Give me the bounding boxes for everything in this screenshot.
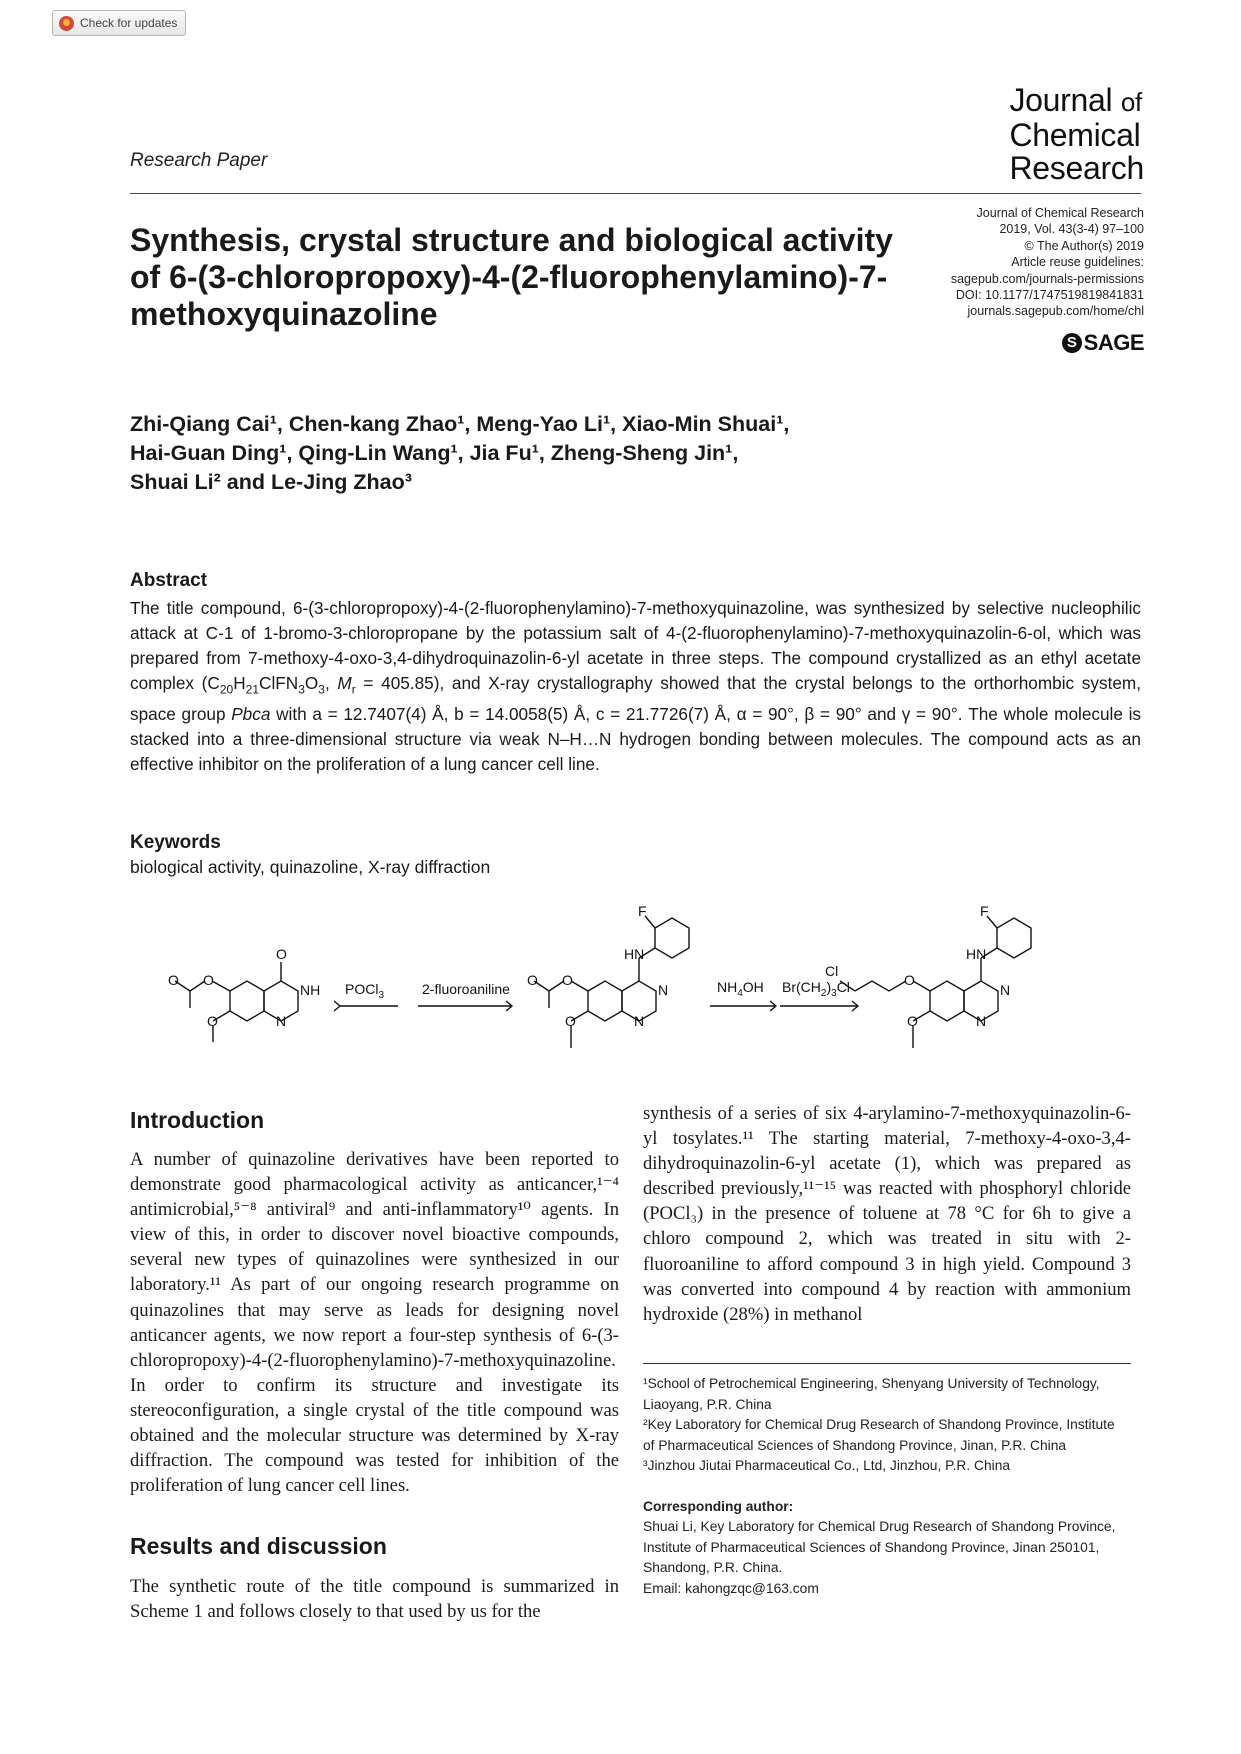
atom-label: O [907, 1013, 918, 1029]
meta-permissions-link[interactable]: sagepub.com/journals-permissions [950, 271, 1144, 286]
atom-label: N [658, 982, 669, 998]
atom-label: N [1000, 982, 1011, 998]
journal-logo [1009, 84, 1144, 185]
formula-h: H [233, 673, 246, 693]
atom-label: O [527, 972, 538, 988]
journal-logo-line3: Research [1009, 150, 1144, 186]
abstract-heading: Abstract [130, 570, 208, 591]
atom-label: O [565, 1013, 576, 1029]
introduction-heading: Introduction [130, 1107, 265, 1133]
keywords-heading: Keywords [130, 832, 221, 853]
formula-o: O [304, 673, 319, 693]
sage-logo-text: SAGE [1083, 330, 1144, 355]
journal-logo-line1: Journal [1009, 82, 1113, 118]
atom-label: N [634, 1013, 645, 1029]
results-heading: Results and discussion [130, 1533, 387, 1559]
results-text: The synthetic route of the title compound is summarized in Scheme 1 and follows closely to that used by us for the [130, 1576, 619, 1623]
article-title: Synthesis, crystal structure and biological activity of 6-(3-chloropropoxy)-4-(2-fluorophenylamino)-7-methoxyquinazoline [130, 222, 893, 332]
formula-h-sub: 21 [245, 682, 260, 697]
reagent-nh4oh: $NH_4OH$ [717, 979, 764, 999]
meta-home-link[interactable]: journals.sagepub.com/home/chl [967, 304, 1144, 319]
atom-label: O [168, 972, 179, 988]
meta-doi[interactable]: DOI: 10.1177/1747519819841831 [955, 288, 1144, 303]
check-for-updates-label: Check for updates [80, 16, 178, 30]
affiliation-3: ³Jinzhou Jiutai Pharmaceutical Co., Ltd, Jinzhou, P.R. China [643, 1458, 1011, 1473]
formula-c-sub: 20 [219, 682, 234, 697]
meta-volume: 2019, Vol. 43(3-4) 97–100 [999, 222, 1144, 237]
space-group: Pbca [231, 704, 271, 725]
abstract-part-3: with a = 12.7407(4) Å, b = 14.0058(5) Å, c = 21.7726(7) Å, α = 90°, β = 90° and γ = 90°. The whole molecule is stacked into a three-dimensional structure via weak N–H…N hydrogen bonding between molecules. The compound acts as an effective inhibitor on the proliferation of a lung cancer cell line. [130, 704, 1142, 775]
atom-label: Cl [825, 963, 839, 979]
atom-label: HN [624, 946, 645, 962]
authors-line-2: Hai-Guan Ding¹, Qing-Lin Wang¹, Jia Fu¹, Zheng-Sheng Jin¹, [130, 441, 739, 465]
atom-label: O [276, 946, 287, 962]
corresponding-author-email[interactable]: Email: kahongzqc@163.com [643, 1580, 819, 1596]
atom-label: N [976, 1013, 987, 1029]
formula-n-sub: 3 [298, 682, 305, 697]
corresponding-author-text: Shuai Li, Key Laboratory for Chemical Drug Research of Shandong Province, Institute of Pharmaceutical Sciences of Shandong Province, Jinan 250101, Shandong, P.R. China. [643, 1519, 1116, 1575]
sage-logo [1062, 330, 1144, 356]
section-label: Research Paper [130, 150, 268, 171]
atom-label: O [562, 972, 573, 988]
journal-logo-line2: Chemical [1009, 117, 1141, 153]
abstract-part-1: The title compound, 6-(3-chloropropoxy)-4-(2-fluorophenylamino)-7-methoxyquinazoline, was synthesized by selective nucleophilic attack at C-1 of 1-bromo-3-chloropropane by the potassium salt of 4-(2-fluorophenylamino)-7-methoxyquinazolin-6-ol, which was prepared from 7-methoxy-4-oxo-3,4-dihydroquinazolin-6-yl acetate in three steps. The compound crystallized as an ethyl acetate complex ( [130, 598, 1141, 693]
reagent-bromochloropropane: $Br(CH_2)_3Cl$ [782, 979, 850, 999]
right-column-text: synthesis of a series of six 4-arylamino-7-methoxyquinazolin-6-yl tosylates.¹¹ The starting material, 7-methoxy-4-oxo-3,4-dihydroquinazolin-6-yl acetate (1), which was prepared as described previously,¹¹⁻¹⁵ was reacted with phosphoryl chloride (POCl₃) in the presence of toluene at 78 °C for 6h to give a chloro compound 2, which was treated in situ with 2-fluoroaniline to afford compound 3 in high yield. Compound 3 was converted into compound 4 by reaction with ammonium hydroxide (28%) in methanol [643, 1103, 1131, 1325]
reagent-pocl3: POCl$_3$ [345, 981, 385, 1001]
atom-label: O [207, 1013, 218, 1029]
affiliation-1: ¹School of Petrochemical Engineering, Shenyang University of Technology, Liaoyang, P.R. China [643, 1376, 1100, 1412]
atom-label: F [638, 903, 647, 919]
meta-reuse: Article reuse guidelines: [1011, 255, 1144, 270]
author-list [130, 410, 930, 497]
sage-s-icon: S [1062, 333, 1082, 353]
atom-label: O [904, 972, 915, 988]
atom-label: HN [966, 946, 987, 962]
footnote-rule [643, 1363, 1131, 1364]
atom-label: F [980, 903, 989, 919]
abstract-text: The title compound, 6-(3-chloropropoxy)-4-(2-fluorophenylamino)-7-methoxyquinazoline, was synthesized by selective nucleophilic attack at C-1 of 1-bromo-3-chloropropane by the potassium salt of 4-(2-fluorophenylamino)-7-methoxyquinazolin-6-ol, which was prepared from 7-methoxy-4-oxo-3,4-dihydroquinazolin-6-yl acetate in three steps. The compound crystallized as an ethyl acetate complex ($C_{20}H_{21}ClFN_3O_3$, $M_r = 405.85$), and X-ray crystallography showed that the crystal belongs to the orthorhombic system, space group Pbca with a = 12.7407(4) Å, b = 14.0058(5) Å, c = 21.7726(7) Å, α = 90°, β = 90° and γ = 90°. The whole molecule is stacked into a three-dimensional structure via weak N–H…N hydrogen bonding between molecules. The compound acts as an effective inhibitor on the proliferation of a lung cancer cell line. [130, 598, 1142, 775]
formula-c: C [207, 673, 220, 693]
abstract-part-2: = 405.85), and X-ray crystallography showed that the crystal belongs to the orthorhombic system, space group [130, 673, 1141, 725]
journal-logo-of: of [1120, 87, 1142, 117]
meta-journal: Journal of Chemical Research [976, 206, 1144, 220]
atom-label: NH [300, 982, 321, 998]
corresponding-author-label: Corresponding author: [643, 1498, 794, 1514]
check-for-updates-button[interactable] [52, 10, 186, 36]
reagent-fluoroaniline: 2-fluoroaniline [422, 981, 510, 997]
introduction-text: A number of quinazoline derivatives have been reported to demonstrate good pharmacological activity as anticancer,¹⁻⁴ antimicrobial,⁵⁻⁸ antiviral⁹ and anti-inflammatory¹⁰ agents. In view of this, in order to discover novel bioactive compounds, several new types of quinazolines were synthesized in our laboratory.¹¹ As part of our ongoing research programme on quinazolines that may serve as leads for designing novel anticancer agents, we now report a four-step synthesis of 6-(3-chloropropoxy)-4-(2-fluorophenylamino)-7-methoxyquinazoline. In order to confirm its structure and investigate its stereoconfiguration, a single crystal of the title compound was obtained and the molecular structure was determined by X-ray diffraction. The compound was tested for inhibition of the proliferation of lung cancer cell lines. [130, 1149, 619, 1497]
header-rule [130, 193, 1141, 194]
crossmark-icon [59, 16, 74, 31]
atom-label: O [203, 972, 214, 988]
authors-line-3: Shuai Li² and Le-Jing Zhao³ [130, 470, 412, 494]
mr-label: M [337, 673, 352, 693]
keywords-text: biological activity, quinazoline, X-ray diffraction [130, 857, 491, 877]
meta-copyright: © The Author(s) 2019 [1024, 238, 1144, 253]
formula-clfn: ClFN [259, 673, 299, 693]
mr-sub: r [351, 682, 356, 697]
synthesis-scheme [150, 880, 1140, 1060]
atom-label: N [276, 1013, 287, 1029]
affiliation-2: ²Key Laboratory for Chemical Drug Research of Shandong Province, Institute of Pharmaceutical Sciences of Shandong Province, Jinan, P.R. China [643, 1417, 1115, 1453]
formula-o-sub: 3 [318, 682, 325, 697]
footnotes [643, 1374, 1121, 1599]
authors-line-1: Zhi-Qiang Cai¹, Chen-kang Zhao¹, Meng-Yao Li¹, Xiao-Min Shuai¹, [130, 412, 790, 436]
